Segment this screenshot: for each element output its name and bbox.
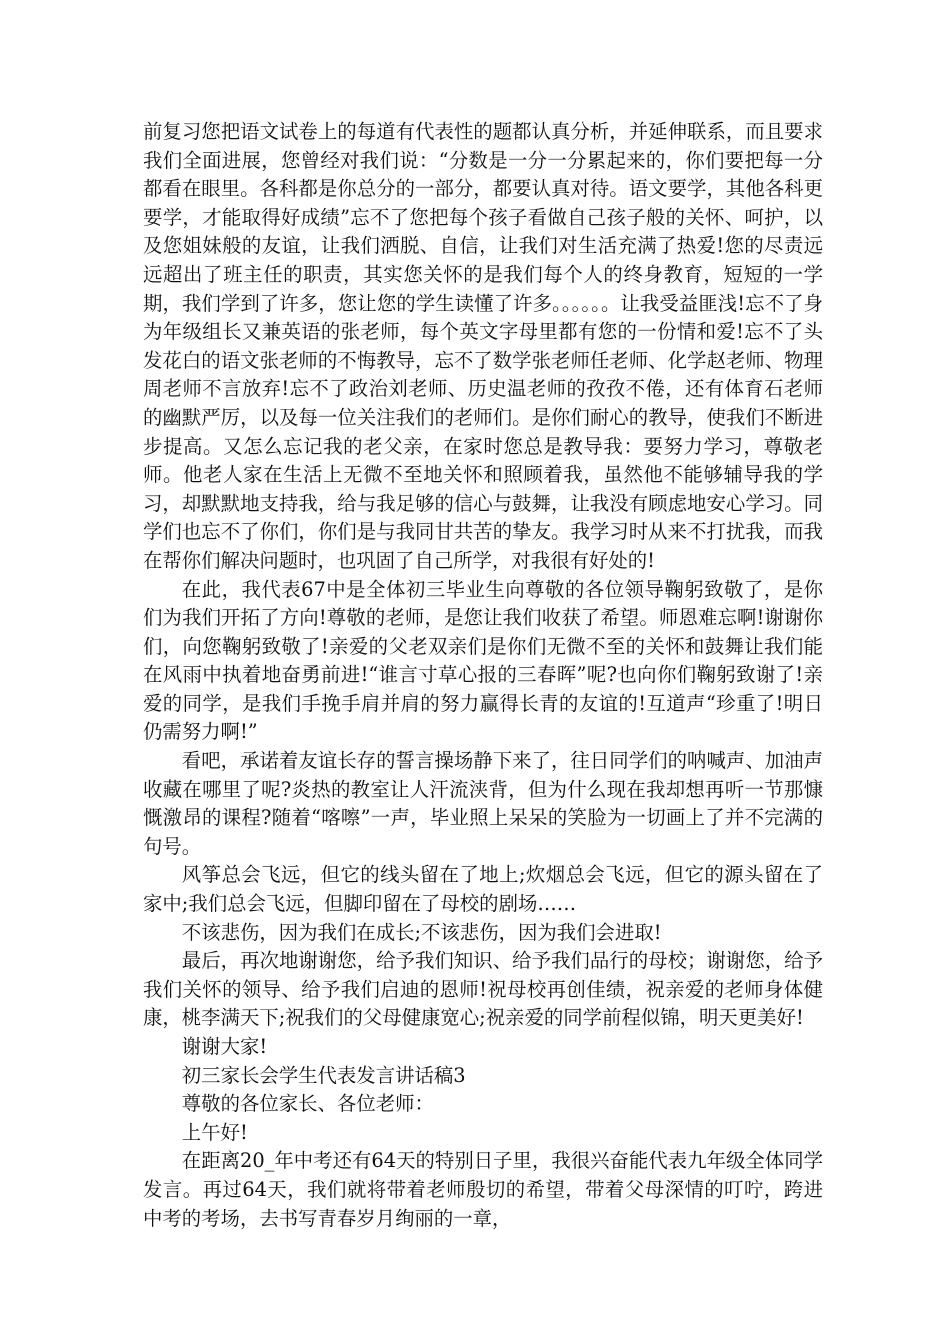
paragraph-1: 前复习您把语文试卷上的每道有代表性的题都认真分析，并延伸联系，而且要求我们全面进展，您曾经对我们说：“分数是一分一分累起来的，你们要把每一分都看在眼里。各科都是你总分的一部分，都要认真对待。语文要学，其他各科更要学，才能取得好成绩”忘不了您把每个孩子看做自己孩子般的关怀、呵护，以及您姐妹般的友谊，让我们洒脱、自信，让我们对生活充满了热爱!您的尽责远远超出了班主任的职责，其实您关怀的是我们每个人的终身教育，短短的一学期，我们学到了许多，您让您的学生读懂了许多。。。。。。让我受益匪浅!忘不了身为年级组长又兼英语的张老师，每个英文字母里都有您的一份情和爱!忘不了头发花白的语文张老师的不悔教导，忘不了数学张老师任老师、化学赵老师、物理周老师不言放弃!忘不了政治刘老师、历史温老师的孜孜不倦，还有体育石老师的幽默严厉，以及每一位关注我们的老师们。是你们耐心的教导，使我们不断进步提高。又怎么忘记我的老父亲，在家时您总是教导我：要努力学习，尊敬老师。他老人家在生活上无微不至地关怀和照顾着我，虽然他不能够辅导我的学习，却默默地支持我，给与我足够的信心与鼓舞，让我没有顾虑地安心学习。同学们也忘不了你们，你们是与我同甘共苦的挚友。我学习时从来不打扰我，而我在帮你们解决问题时，也巩固了自己所学，对我很有好处的! (143, 120, 823, 572)
greeting: 上午好! (181, 1120, 248, 1144)
paragraph-11: 在距离20_年中考还有64天的特别日子里，我很兴奋能代表九年级全体同学发言。再过64天，我们就将带着老师殷切的希望，带着父母深情的叮咛，跨进中考的考场，去书写青春岁月绚丽的一章， (143, 1149, 823, 1230)
section-title: 初三家长会学生代表发言讲话稿3 (181, 1063, 466, 1087)
document-body (143, 118, 823, 1233)
paragraph-4: 风筝总会飞远，但它的线头留在了地上;炊烟总会飞远，但它的源头留在了家中;我们总会飞远，但脚印留在了母校的剧场…… (143, 863, 823, 916)
paragraph-3: 看吧，承诺着友谊长存的誓言操场静下来了，往日同学们的呐喊声、加油声收藏在哪里了呢?炎热的教室让人汗流浃背，但为什么现在我却想再听一节那慷慨激昂的课程?随着“喀嚓”一声，毕业照上呆呆的笑脸为一切画上了并不完满的句号。 (143, 749, 823, 858)
paragraph-7: 谢谢大家! (181, 1035, 268, 1058)
salutation: 尊敬的各位家长、各位老师： (181, 1092, 434, 1116)
paragraph-6: 最后，再次地谢谢您，给予我们知识、给予我们品行的母校；谢谢您，给予我们关怀的领导、给予我们启迪的恩师!祝母校再创佳绩，祝亲爱的老师身体健康，桃李满天下;祝我们的父母健康宽心;祝亲爱的同学前程似锦，明天更美好! (143, 949, 823, 1030)
paragraph-5: 不该悲伤，因为我们在成长;不该悲伤，因为我们会进取! (181, 920, 662, 944)
paragraph-2: 在此，我代表67中是全体初三毕业生向尊敬的各位领导鞠躬致敬了，是你们为我们开拓了方向!尊敬的老师，是您让我们收获了希望。师恩难忘啊!谢谢你们，向您鞠躬致敬了!亲爱的父老双亲们是你们无微不至的关怀和鼓舞让我们能在风雨中执着地奋勇前进!“谁言寸草心报的三春晖”呢?也向你们鞠躬致谢了!亲爱的同学，是我们手挽手肩并肩的努力赢得长青的友谊的!互道声“珍重了!明日仍需努力啊!” (143, 577, 823, 744)
